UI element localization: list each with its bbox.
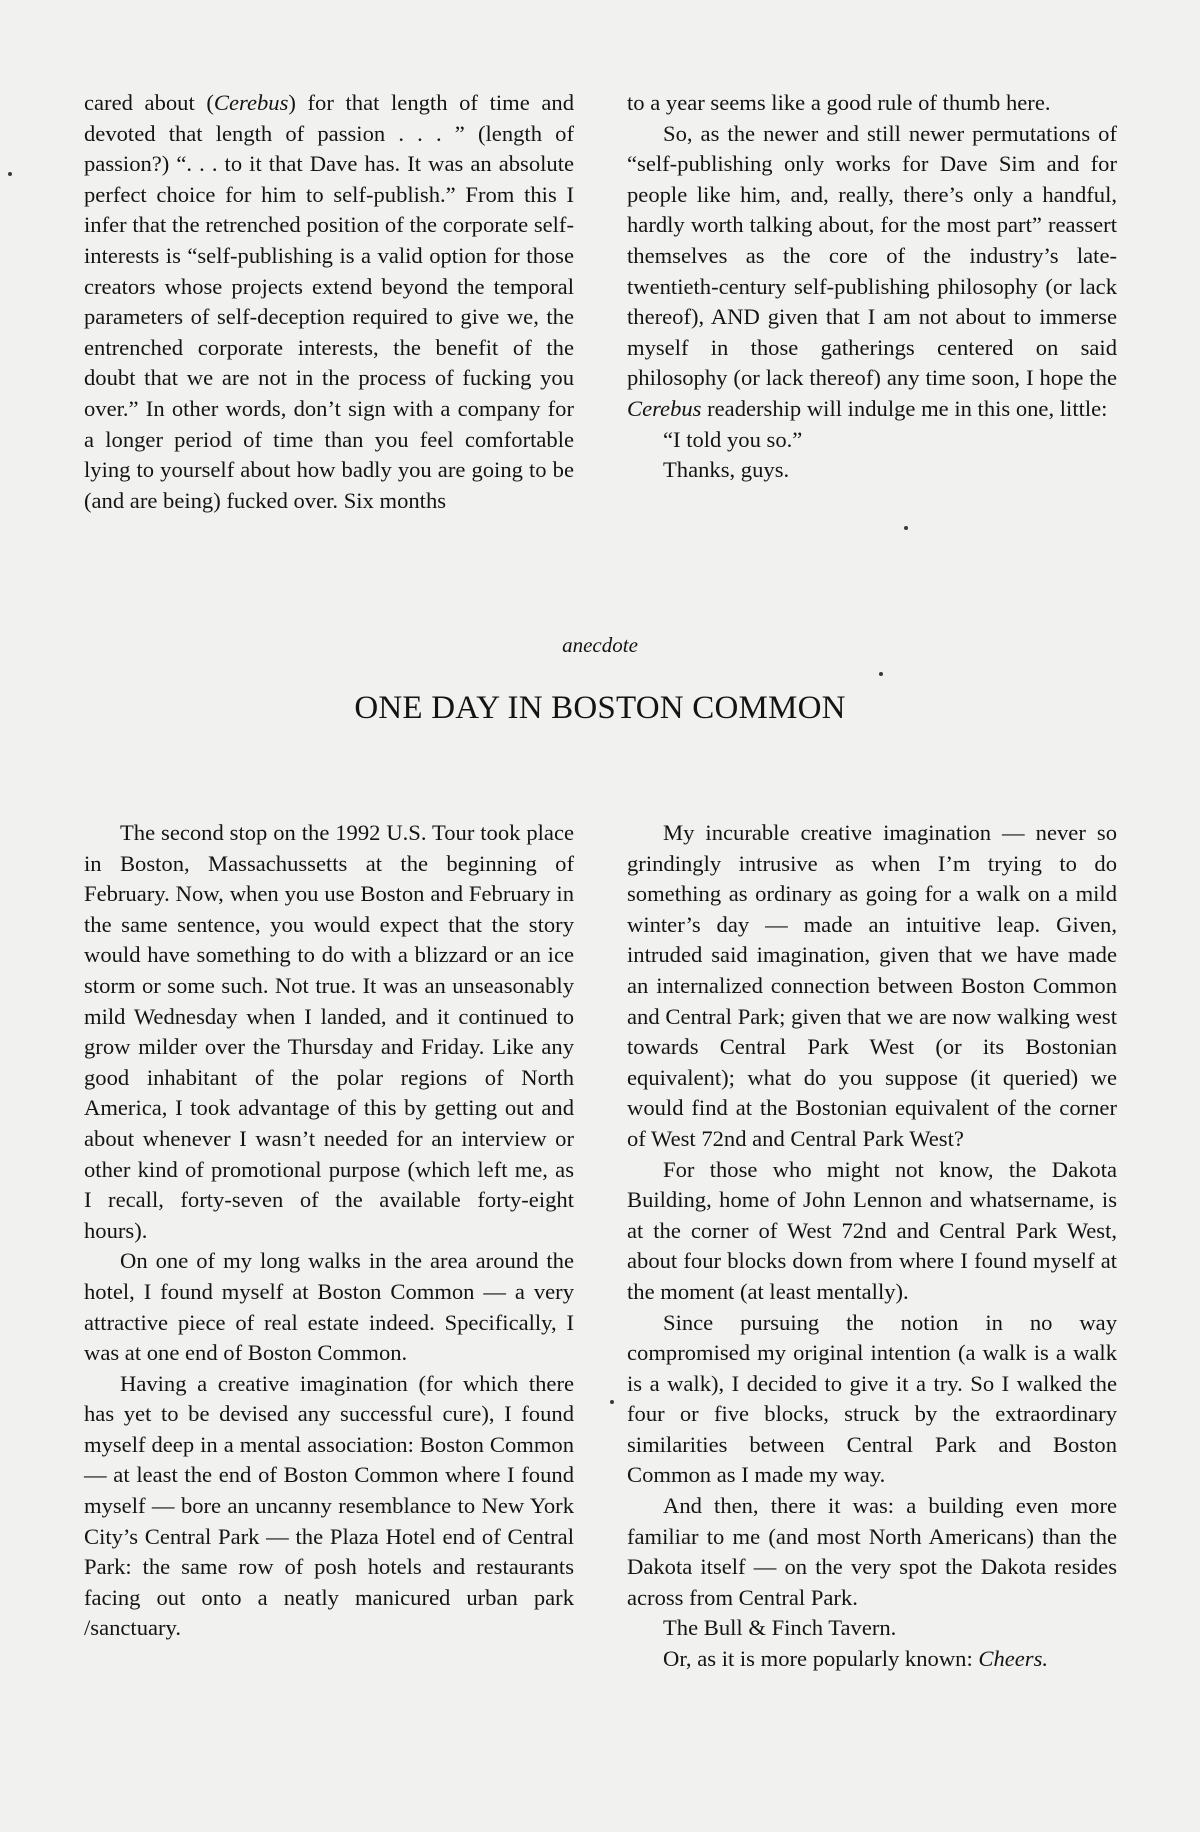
title-italic: Cheers.: [978, 1646, 1049, 1672]
print-speck: [610, 1400, 614, 1404]
paragraph: Since pursuing the notion in no way compromised my original intention (a walk is a walk is a walk), I decided to give it a try. So I walked the four or five blocks, struck by the extraordinary similarities between Central Park and Boston Common as I made my way.: [627, 1309, 1117, 1488]
paragraph: Or, as it is more popularly known: Cheers.: [663, 1646, 1049, 1672]
paragraph: The Bull & Finch Tavern.: [663, 1615, 897, 1641]
title-italic: Cerebus: [213, 90, 289, 115]
paragraph: My incurable creative imagination — never so grindingly intrusive as when I’m trying to do something as ordinary as going for a walk on a mild winter’s day — made an intuitive leap. Given, intruded said imagination, given that we have made an internalized connection between Boston Common and Central Park; given that we are now walking west towards Central Park West (or its Bostonian equivalent); what do you suppose (it queried) we would find at the Bostonian equivalent of the corner of West 72nd and Central Park West?: [627, 820, 1117, 1151]
article-title: ONE DAY IN BOSTON COMMON: [354, 690, 846, 726]
paragraph: “I told you so.”: [663, 426, 803, 452]
article-right-column: [627, 818, 1117, 1675]
article-kicker: anecdote: [562, 633, 638, 657]
paragraph: On one of my long walks in the area around the hotel, I found myself at Boston Common — a very attractive piece of real estate indeed. Specifically, I was at one end of Boston Common.: [84, 1248, 574, 1366]
title-italic: Cerebus: [627, 395, 702, 421]
print-speck: [8, 172, 12, 176]
paragraph: cared about (Cerebus) for that length of time and devoted that length of passion . . . ” (length of passion?) “. . . to it that Dave has. It was an absolute perfect choice for him to self-publish.” From this I infer that the retrenched position of the corporate self-interests is “self-publishing is a valid option for those creators whose projects extend beyond the temporal parameters of self-deception required to give we, the entrenched corporate interests, the benefit of the doubt that we are not in the process of fucking you over.” In other words, don’t sign with a company for a longer period of time than you feel comfortable lying to yourself about how badly you are going to be (and are being) fucked over. Six months: [84, 90, 574, 513]
paragraph: And then, there it was: a building even more familiar to me (and most North Americans) than the Dakota itself — on the very spot the Dakota resides across from Central Park.: [627, 1493, 1117, 1610]
continued-text-right-column: [627, 88, 1117, 486]
continued-text-left-column: [84, 88, 574, 516]
paragraph: The second stop on the 1992 U.S. Tour took place in Boston, Massachussetts at the beginning of February. Now, when you use Boston and February in the same sentence, you would expect that the story would have something to do with a blizzard or an ice storm or some such. Not true. It was an unseasonably mild Wednesday when I landed, and it continued to grow milder over the Thursday and Friday. Like any good inhabitant of the polar regions of North America, I took advantage of this by getting out and about whenever I wasn’t needed for an interview or other kind of promotional purpose (which left me, as I recall, forty-seven of the available forty-eight hours).: [84, 820, 574, 1243]
print-speck: [879, 672, 883, 676]
paragraph: Thanks, guys.: [663, 457, 790, 483]
paragraph: So, as the newer and still newer permutations of “self-publishing only works for Dave Sim and for people like him, and, really, there’s only a handful, hardly worth talking about, for the most part” reassert themselves as the core of the industry’s late-twentieth-century self-publishing philosophy (or lack thereof), AND given that I am not about to immerse myself in those gatherings centered on said philosophy (or lack thereof) any time soon, I hope the Cerebus readership will indulge me in this one, little:: [627, 120, 1117, 421]
paragraph: to a year seems like a good rule of thumb here.: [627, 90, 1051, 115]
print-speck: [904, 526, 908, 530]
article-left-column: [84, 818, 574, 1644]
paragraph: Having a creative imagination (for which there has yet to be devised any successful cure), I found myself deep in a mental association: Boston Common — at least the end of Boston Common where I found myself — bore an uncanny resemblance to New York City’s Central Park — the Plaza Hotel end of Central Park: the same row of posh hotels and restaurants facing out onto a neatly manicured urban park /sanctuary.: [84, 1370, 574, 1641]
paragraph: For those who might not know, the Dakota Building, home of John Lennon and whatsername, is at the corner of West 72nd and Central Park West, about four blocks down from where I found myself at the moment (at least mentally).: [627, 1156, 1117, 1304]
